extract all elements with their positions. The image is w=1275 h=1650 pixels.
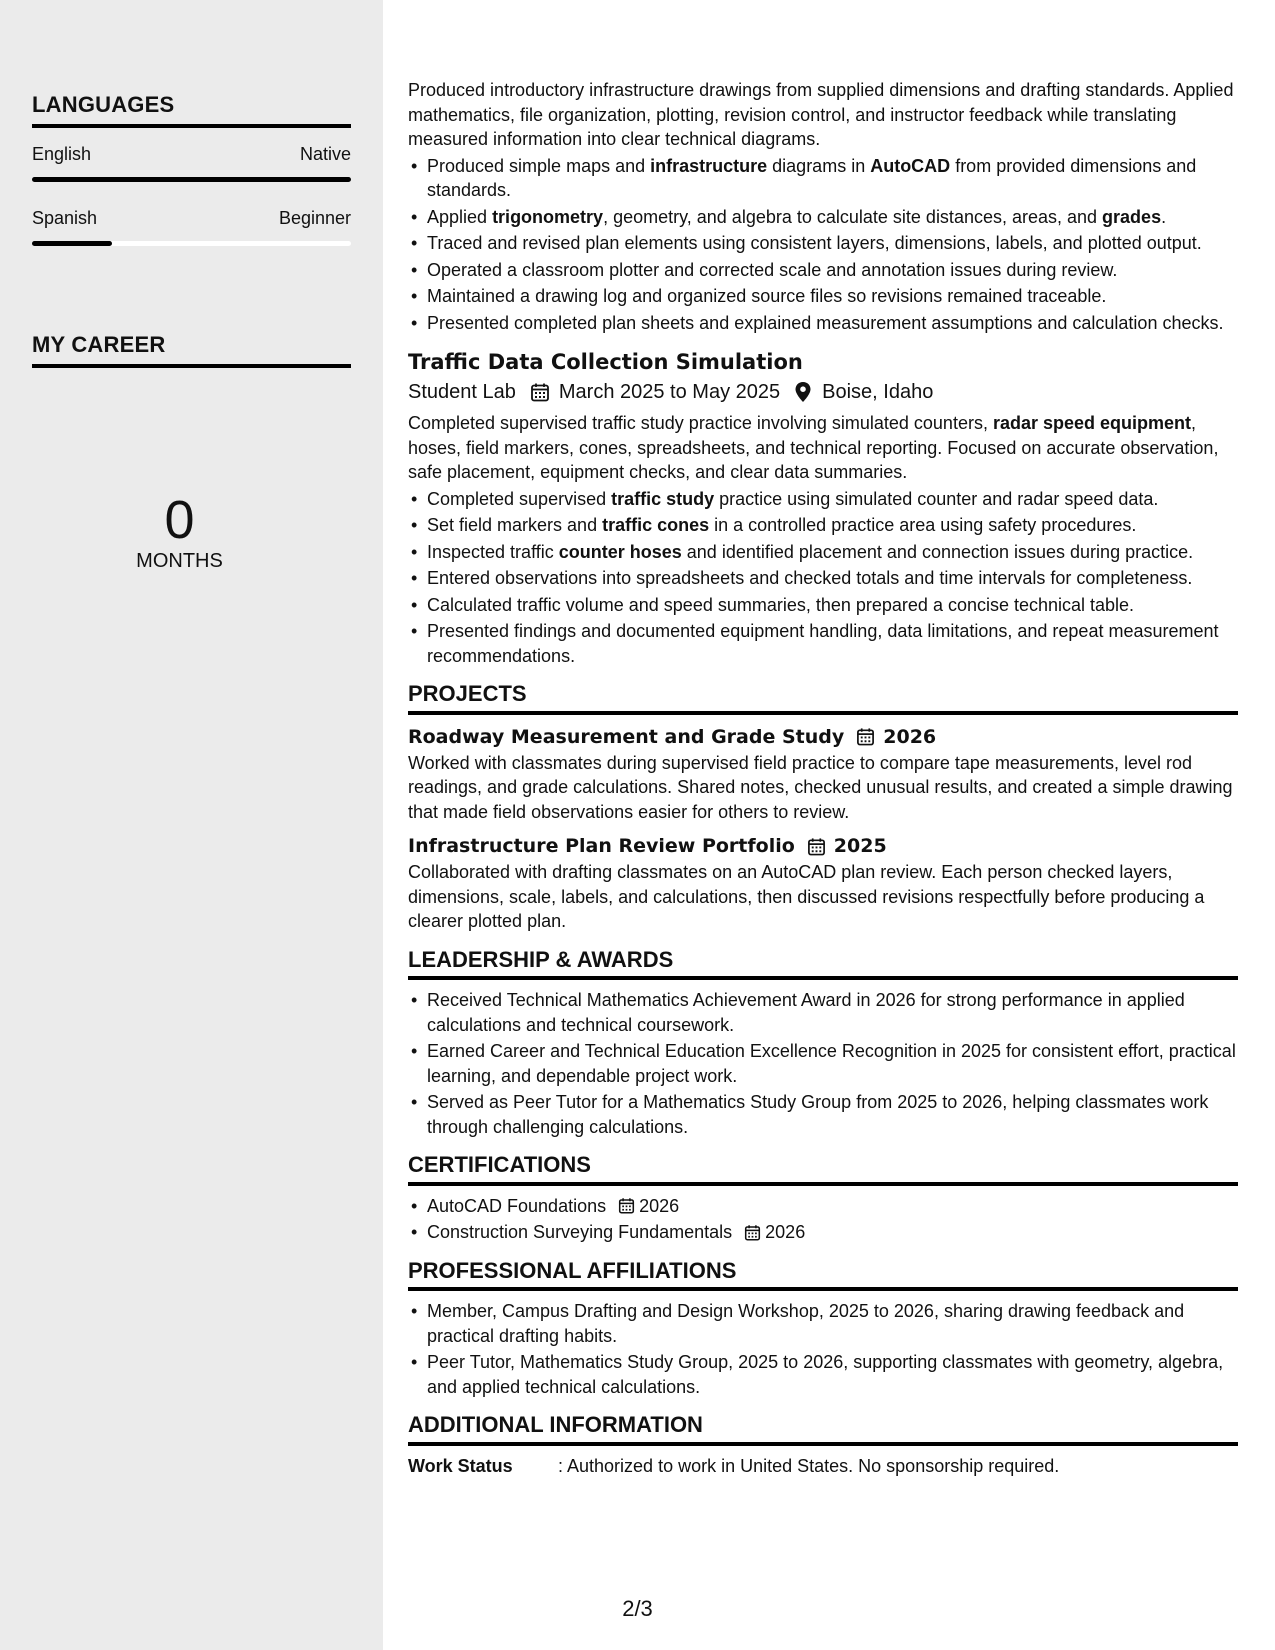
list-item: • Peer Tutor, Mathematics Study Group, 2025 to 2026, supporting classmates with geometry, algebra, and applied technical calculations. bbox=[408, 1350, 1238, 1399]
projects-section bbox=[408, 682, 1238, 934]
project-description: Worked with classmates during supervised field practice to compare tape measurements, level rod readings, and grade calculations. Shared notes, checked unusual results, and created a simple drawing that made field observations easier for others to review. bbox=[408, 752, 1233, 822]
calendar-icon bbox=[618, 1197, 635, 1214]
project-description: Collaborated with drafting classmates on an AutoCAD plan review. Each person checked layers, dimensions, scale, labels, and calculations, then discussed revisions respectfully before producing a clearer plotted plan. bbox=[408, 862, 1205, 931]
certifications-section bbox=[408, 1153, 1238, 1245]
additional-section bbox=[408, 1413, 1238, 1478]
list-item: • Operated a classroom plotter and corrected scale and annotation issues during review. bbox=[408, 258, 1238, 283]
section-heading: ADDITIONAL INFORMATION bbox=[408, 1413, 1238, 1446]
affiliations-section bbox=[408, 1259, 1238, 1400]
certification-name: • AutoCAD Foundations bbox=[427, 1195, 607, 1216]
list-item: • Entered observations into spreadsheets and checked totals and time intervals for completeness. bbox=[408, 566, 1238, 591]
section-heading: PROJECTS bbox=[408, 682, 1238, 715]
language-proficiency-fill bbox=[32, 177, 351, 182]
career-stat bbox=[0, 492, 359, 573]
work-status-label: Work Status bbox=[408, 1455, 513, 1476]
career-value: 0 bbox=[164, 490, 195, 550]
project-title: Roadway Measurement and Grade Study bbox=[408, 725, 845, 748]
list-item bbox=[408, 1194, 1238, 1219]
career-section bbox=[32, 332, 351, 368]
certification-name: • Construction Surveying Fundamentals bbox=[427, 1222, 733, 1242]
role-location: Boise, Idaho bbox=[822, 381, 934, 403]
experience-entry bbox=[408, 78, 1238, 335]
additional-row bbox=[408, 1454, 1238, 1479]
career-heading: MY CAREER bbox=[32, 332, 351, 368]
role-organization: Student Lab bbox=[408, 381, 516, 403]
project-item bbox=[408, 723, 1238, 825]
list-item bbox=[408, 1220, 1238, 1245]
list-item: • Served as Peer Tutor for a Mathematics Study Group from 2025 to 2026, helping classmates work through challenging calculations. bbox=[408, 1090, 1238, 1139]
role-dates: March 2025 to May 2025 bbox=[558, 381, 781, 403]
leadership-section bbox=[408, 948, 1238, 1140]
list-item: • Traced and revised plan elements using consistent layers, dimensions, labels, and plotted output. bbox=[408, 231, 1238, 256]
language-level: Beginner bbox=[278, 208, 351, 228]
language-name: Spanish bbox=[32, 208, 98, 228]
language-proficiency-fill bbox=[32, 241, 112, 246]
experience-entry bbox=[408, 347, 1238, 668]
affiliations-list bbox=[408, 1299, 1238, 1399]
list-item: • Inspected traffic counter hoses and identified placement and connection issues during practice. bbox=[408, 540, 1238, 565]
language-item bbox=[32, 144, 351, 182]
language-item bbox=[32, 208, 351, 246]
languages-heading: LANGUAGES bbox=[32, 92, 351, 128]
work-status-value: : Authorized to work in United States. No sponsorship required. bbox=[558, 1455, 1060, 1476]
list-item: • Presented completed plan sheets and explained measurement assumptions and calculation checks. bbox=[408, 311, 1238, 336]
list-item: • Member, Campus Drafting and Design Workshop, 2025 to 2026, sharing drawing feedback and practical drafting habits. bbox=[408, 1299, 1238, 1348]
sidebar bbox=[0, 0, 383, 1650]
list-item: • Applied trigonometry, geometry, and algebra to calculate site distances, areas, and grades. bbox=[408, 205, 1238, 230]
list-item: • Set field markers and traffic cones in a controlled practice area using safety procedures. bbox=[408, 513, 1238, 538]
page-number: 2/3 bbox=[622, 1596, 653, 1621]
section-heading: PROFESSIONAL AFFILIATIONS bbox=[408, 1259, 1238, 1292]
language-proficiency-bar bbox=[32, 177, 351, 182]
experience-summary: Completed supervised traffic study practice involving simulated counters, radar speed equipment, hoses, field markers, cones, spreadsheets, and technical reporting. Focused on accurate observation, safe placement, equipment checks, and clear data summaries. bbox=[408, 413, 1219, 482]
list-item: • Earned Career and Technical Education Excellence Recognition in 2025 for consistent effort, practical learning, and dependable project work. bbox=[408, 1039, 1238, 1088]
project-title: Infrastructure Plan Review Portfolio bbox=[408, 835, 795, 857]
experience-bullets bbox=[408, 487, 1238, 669]
language-proficiency-bar bbox=[32, 241, 351, 246]
list-item: • Produced simple maps and infrastructure diagrams in AutoCAD from provided dimensions and standards. bbox=[408, 154, 1238, 203]
certification-year: 2026 bbox=[639, 1195, 680, 1216]
role-meta bbox=[408, 377, 1238, 407]
experience-summary: Produced introductory infrastructure drawings from supplied dimensions and drafting standards. Applied mathematics, file organization, plotting, revision control, and instructor feedback while translating measured information into clear technical diagrams. bbox=[408, 80, 1234, 149]
experience-bullets bbox=[408, 154, 1238, 336]
list-item: • Received Technical Mathematics Achievement Award in 2026 for strong performance in applied calculations and technical coursework. bbox=[408, 988, 1238, 1037]
calendar-icon bbox=[530, 382, 550, 402]
career-unit: MONTHS bbox=[136, 550, 223, 572]
list-item: • Presented findings and documented equipment handling, data limitations, and repeat measurement recommendations. bbox=[408, 619, 1238, 668]
map-pin-icon bbox=[794, 381, 812, 403]
project-item bbox=[408, 832, 1238, 934]
certification-year: 2026 bbox=[765, 1222, 806, 1242]
list-item: • Completed supervised traffic study practice using simulated counter and radar speed data. bbox=[408, 487, 1238, 512]
calendar-icon bbox=[807, 837, 826, 856]
section-heading: CERTIFICATIONS bbox=[408, 1153, 1238, 1186]
certifications-list bbox=[408, 1194, 1238, 1245]
section-heading: LEADERSHIP & AWARDS bbox=[408, 948, 1238, 981]
project-year: 2026 bbox=[883, 725, 937, 748]
main-content bbox=[408, 78, 1238, 1478]
role-title: Traffic Data Collection Simulation bbox=[408, 350, 803, 374]
calendar-icon bbox=[744, 1224, 761, 1241]
list-item: • Calculated traffic volume and speed summaries, then prepared a concise technical table. bbox=[408, 593, 1238, 618]
project-year: 2025 bbox=[833, 835, 887, 857]
languages-section bbox=[32, 92, 351, 246]
language-name: English bbox=[32, 144, 92, 164]
calendar-icon bbox=[856, 727, 875, 746]
leadership-list bbox=[408, 988, 1238, 1139]
list-item: • Maintained a drawing log and organized source files so revisions remained traceable. bbox=[408, 284, 1238, 309]
language-level: Native bbox=[299, 144, 351, 164]
